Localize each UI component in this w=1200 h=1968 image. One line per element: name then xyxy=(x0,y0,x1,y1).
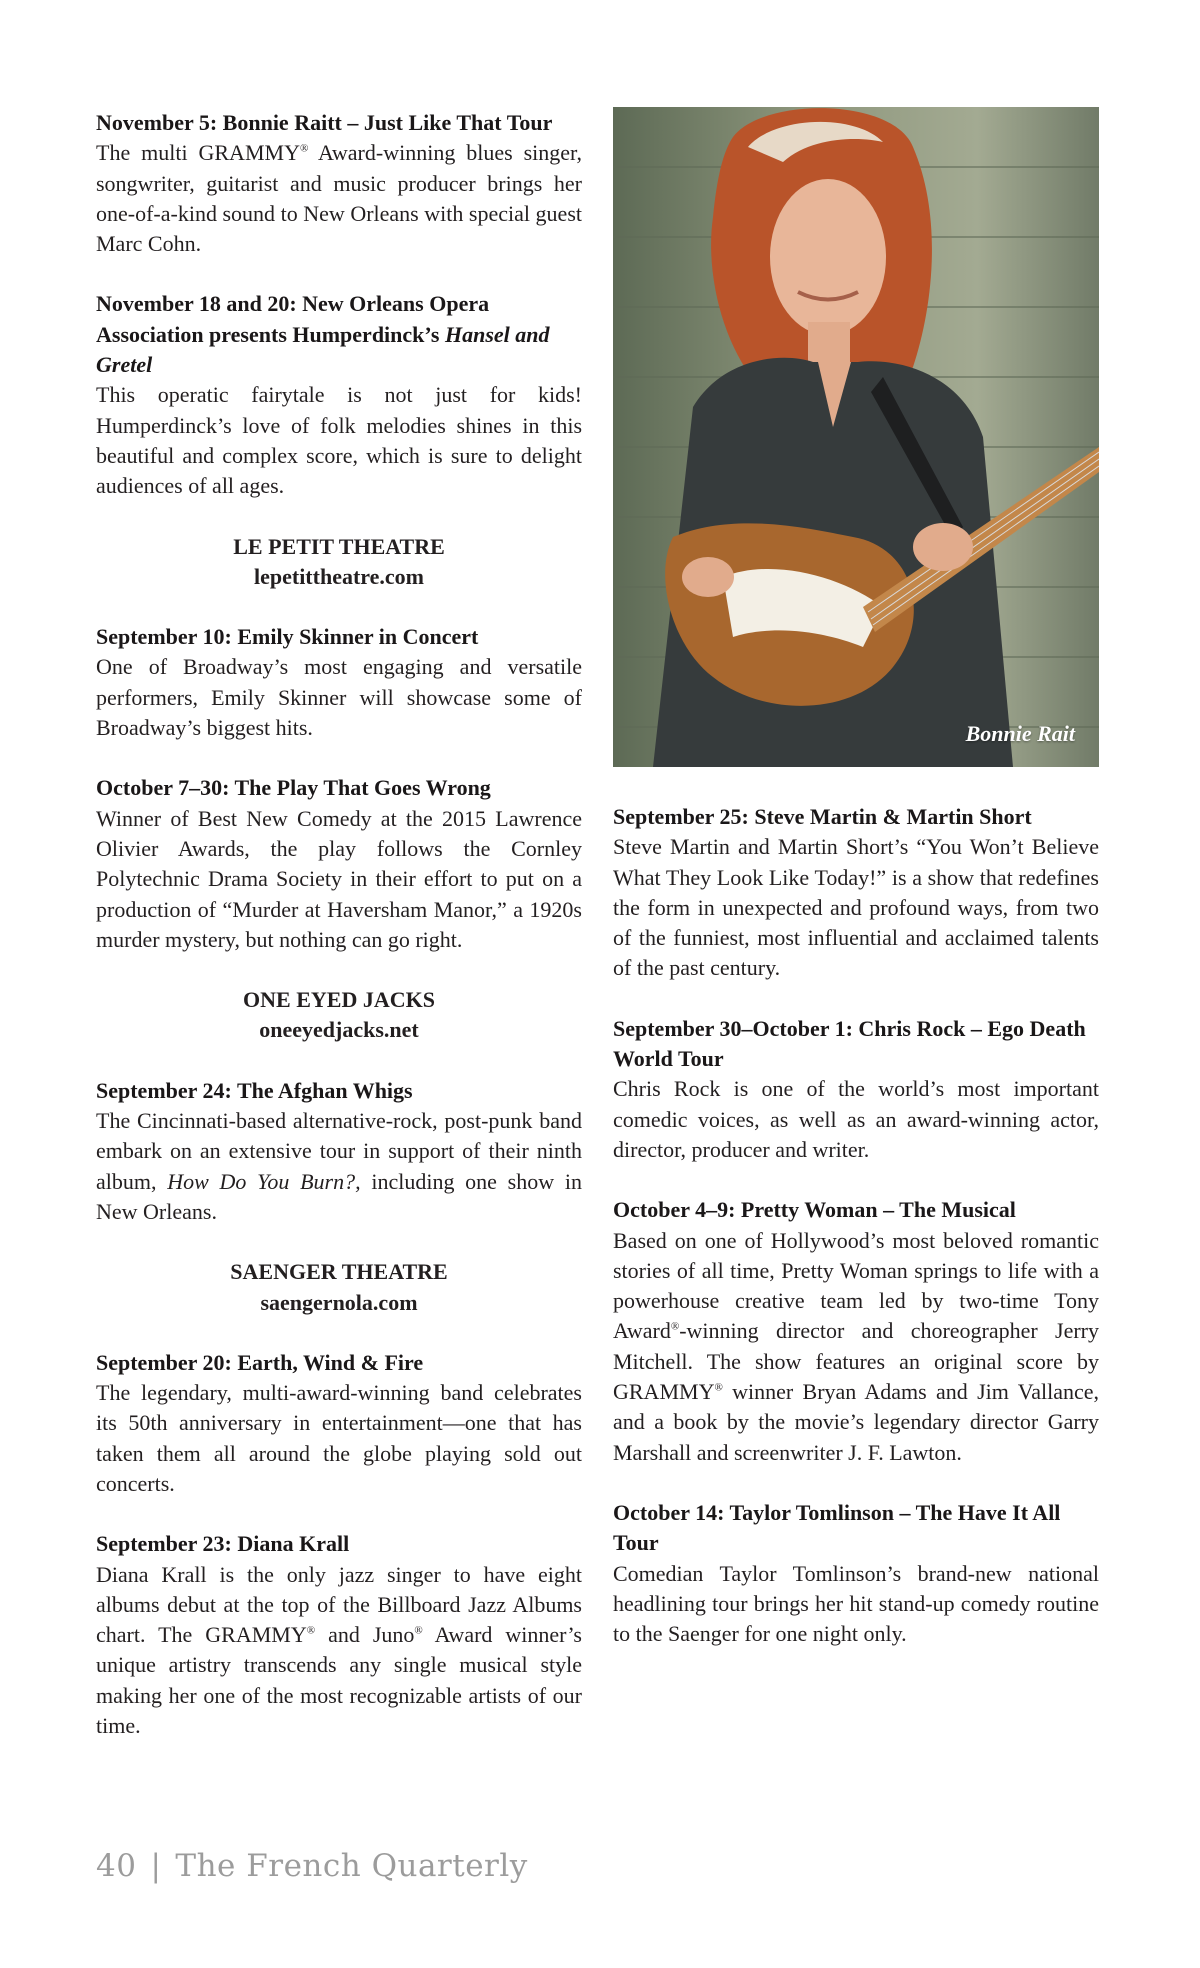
event-hansel-and-gretel xyxy=(96,289,582,501)
venue-one-eyed-jacks xyxy=(96,985,582,1046)
event-title: October 7–30: The Play That Goes Wrong xyxy=(96,775,491,801)
page-footer xyxy=(96,1848,528,1884)
event-title: September 30–October 1: Chris Rock – Ego Death World Tour xyxy=(613,1015,1086,1072)
event-title: September 10: Emily Skinner in Concert xyxy=(96,624,479,650)
event-description: Steve Martin and Martin Short’s “You Won’t Believe What They Look Like Today!” is a show that redefines the form in unexpected and profound ways, from two of the funniest, most influential and acclaimed talents of the past century. xyxy=(613,834,1099,981)
venue-name: SAENGER THEATRE xyxy=(230,1259,448,1285)
event-description: Based on one of Hollywood’s most beloved romantic stories of all time, Pretty Woman springs to life with a powerhouse creative team led by two-time Tony Award®-winning director and choreographer Jerry Mitchell. The show features an original score by GRAMMY® winner Bryan Adams and Jim Vallance, and a book by the movie’s legendary director Garry Marshall and screenwriter J. F. Lawton. xyxy=(613,1227,1099,1465)
event-title: September 23: Diana Krall xyxy=(96,1531,350,1557)
event-title: September 20: Earth, Wind & Fire xyxy=(96,1349,424,1375)
event-chris-rock xyxy=(613,1014,1099,1165)
event-earth-wind-fire xyxy=(96,1348,582,1499)
event-play-that-goes-wrong xyxy=(96,773,582,955)
page-number: 40 xyxy=(96,1848,137,1884)
venue-saenger-theatre xyxy=(96,1257,582,1318)
event-description: Comedian Taylor Tomlinson’s brand-new national headlining tour brings her hit stand-up comedy routine to the Saenger for one night only. xyxy=(613,1560,1099,1647)
event-description: The legendary, multi-award-winning band celebrates its 50th anniversary in entertainment—one that has taken them all around the globe playing sold out concerts. xyxy=(96,1380,582,1496)
event-bonnie-raitt xyxy=(96,108,582,259)
event-description: One of Broadway’s most engaging and versatile performers, Emily Skinner will showcase some of Broadway’s biggest hits. xyxy=(96,654,582,741)
event-description: Winner of Best New Comedy at the 2015 Lawrence Olivier Awards, the play follows the Cornley Polytechnic Drama Society in their effort to put on a production of “Murder at Haversham Manor,” a 1920s murder mystery, but nothing can go right. xyxy=(96,805,582,952)
venue-url: saengernola.com xyxy=(260,1289,418,1315)
event-pretty-woman xyxy=(613,1195,1099,1468)
event-diana-krall xyxy=(96,1529,582,1741)
event-description: Chris Rock is one of the world’s most important comedic voices, as well as an award-winning actor, director, producer and writer. xyxy=(613,1076,1099,1162)
event-description: The multi GRAMMY® Award-winning blues singer, songwriter, guitarist and music producer brings her one-of-a-kind sound to New Orleans with special guest Marc Cohn. xyxy=(96,140,582,257)
event-description: This operatic fairytale is not just for kids! Humperdinck’s love of folk melodies shines in this beautiful and complex score, which is sure to delight audiences of all ages. xyxy=(96,382,582,499)
footer-separator: | xyxy=(150,1848,162,1884)
event-taylor-tomlinson xyxy=(613,1498,1099,1649)
event-title: October 14: Taylor Tomlinson – The Have It All Tour xyxy=(613,1499,1061,1556)
photo-illustration xyxy=(613,107,1099,767)
venue-url: lepetittheatre.com xyxy=(253,563,425,589)
event-steve-martin-martin-short xyxy=(613,802,1099,984)
venue-name: ONE EYED JACKS xyxy=(243,987,435,1013)
venue-le-petit-theatre xyxy=(96,532,582,593)
event-afghan-whigs xyxy=(96,1076,582,1227)
event-emily-skinner xyxy=(96,622,582,743)
event-description: The Cincinnati-based alternative-rock, post-punk band embark on an extensive tour in support of their ninth album, How Do You Burn?, including one show in New Orleans. xyxy=(96,1108,582,1224)
left-column xyxy=(96,108,582,1771)
event-title: October 4–9: Pretty Woman – The Musical xyxy=(613,1197,1016,1223)
venue-url: oneeyedjacks.net xyxy=(259,1017,419,1043)
event-title: November 18 and 20: New Orleans Opera Association presents Humperdinck’s Hansel and Gretel xyxy=(96,291,550,378)
publication-name: The French Quarterly xyxy=(175,1848,528,1884)
event-description: Diana Krall is the only jazz singer to have eight albums debut at the top of the Billboard Jazz Albums chart. The GRAMMY® and Juno® Award winner’s unique artistry transcends any single musical style making her one of the most recognizable artists of our time. xyxy=(96,1561,582,1739)
event-title: November 5: Bonnie Raitt – Just Like That Tour xyxy=(96,110,553,135)
venue-name: LE PETIT THEATRE xyxy=(233,533,445,559)
right-column xyxy=(613,802,1099,1679)
event-title: September 24: The Afghan Whigs xyxy=(96,1077,413,1103)
event-title: September 25: Steve Martin & Martin Short xyxy=(613,804,1032,829)
bonnie-raitt-photo xyxy=(613,107,1099,767)
photo-caption: Bonnie Rait xyxy=(965,721,1075,746)
